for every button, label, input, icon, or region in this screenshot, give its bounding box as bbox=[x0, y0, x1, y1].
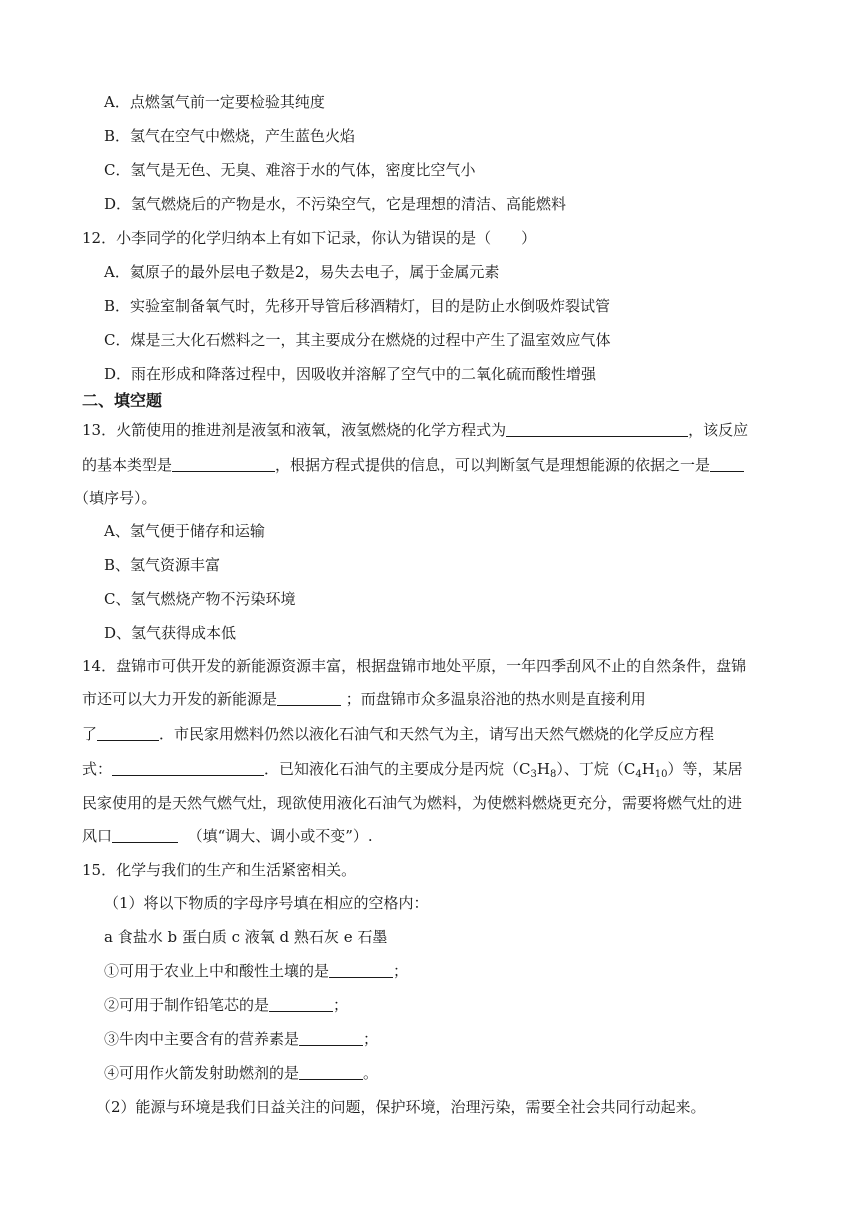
q14-blank-energy[interactable] bbox=[277, 689, 341, 706]
q14-line-2 bbox=[82, 689, 646, 709]
q11-option-d: D．氢气燃烧后的产物是水，不污染空气，它是理想的清洁、高能燃料 bbox=[104, 195, 567, 213]
q12-option-c: C．煤是三大化石燃料之一，其主要成分在燃烧的过程中产生了温室效应气体 bbox=[104, 331, 611, 349]
q13-text: 13．火箭使用的推进剂是液氢和液氧，液氢燃烧的化学方程式为 bbox=[82, 421, 507, 439]
q13-line-2 bbox=[82, 455, 744, 475]
q13-option-b: B、氢气资源丰富 bbox=[104, 556, 221, 574]
q13-text: ，根据方程式提供的信息，可以判断氢气是理想能源的依据之一是 bbox=[275, 456, 711, 474]
q14-text: 市还可以大力开发的新能源是 bbox=[82, 690, 278, 708]
q15-part-1: （1）将以下物质的字母序号填在相应的空格内： bbox=[104, 894, 429, 912]
q15-text: ； bbox=[393, 962, 409, 980]
subscript: 10 bbox=[654, 769, 668, 780]
q13-line-3: （填序号）。 bbox=[74, 489, 157, 507]
q14-blank-heat[interactable] bbox=[97, 724, 159, 741]
q14-text: （填“调大、调小或不变”）. bbox=[187, 827, 373, 845]
q14-line-6 bbox=[82, 826, 373, 846]
q15-text: ①可用于农业上中和酸性土壤的是 bbox=[104, 962, 330, 980]
q13-blank-equation[interactable] bbox=[506, 420, 688, 437]
subscript: 3 bbox=[530, 769, 537, 780]
q15-text: ④可用作火箭发射助燃剂的是 bbox=[104, 1064, 300, 1082]
q13-blank-type[interactable] bbox=[172, 455, 275, 472]
q15-text: ②可用于制作铅笔芯的是 bbox=[104, 996, 270, 1014]
q15-items: a 食盐水 b 蛋白质 c 液氧 d 熟石灰 e 石墨 bbox=[104, 928, 388, 946]
q13-line-1 bbox=[82, 420, 748, 440]
q15-sub-4 bbox=[104, 1063, 378, 1083]
q13-option-a: A、氢气便于储存和运输 bbox=[104, 522, 265, 540]
q11-option-a: A．点燃氢气前一定要检验其纯度 bbox=[104, 93, 325, 111]
q15-blank-2[interactable] bbox=[269, 995, 333, 1012]
q12-stem: 12．小李同学的化学归纳本上有如下记录，你认为错误的是（ ） bbox=[82, 229, 537, 247]
q15-part-2: （2）能源与环境是我们日益关注的问题，保护环境，治理污染，需要全社会共同行动起来。 bbox=[96, 1098, 706, 1116]
q15-sub-2 bbox=[104, 995, 348, 1015]
q15-blank-4[interactable] bbox=[299, 1063, 363, 1080]
q12-option-d: D．雨在形成和降落过程中，因吸收并溶解了空气中的二氧化硫而酸性增强 bbox=[104, 365, 597, 383]
q14-line-5: 民家使用的是天然气燃气灶，现欲使用液化石油气为燃料，为使燃料燃烧更充分，需要将燃气灶的进 bbox=[82, 794, 743, 812]
q15-sub-1 bbox=[104, 961, 408, 981]
q15-stem: 15．化学与我们的生产和生活紧密相关。 bbox=[82, 861, 357, 879]
q14-text: ）等，某居 bbox=[667, 760, 743, 778]
q14-text: ．已知液化石油气的主要成分是丙烷（C bbox=[264, 760, 531, 778]
q13-option-d: D、氢气获得成本低 bbox=[104, 624, 237, 642]
subscript: 8 bbox=[549, 769, 557, 780]
q13-blank-basis[interactable] bbox=[710, 455, 744, 472]
q14-blank-inlet[interactable] bbox=[112, 826, 178, 843]
q14-text: 风口 bbox=[82, 827, 113, 845]
q12-option-b: B．实验室制备氧气时，先移开导管后移酒精灯，目的是防止水倒吸炸裂试管 bbox=[104, 297, 611, 315]
q12-option-a: A．氦原子的最外层电子数是2，易失去电子，属于金属元素 bbox=[104, 263, 500, 281]
q13-option-c: C、氢气燃烧产物不污染环境 bbox=[104, 590, 296, 608]
q15-sub-3 bbox=[104, 1029, 378, 1049]
q13-text: ，该反应 bbox=[688, 421, 749, 439]
q11-option-b: B．氢气在空气中燃烧，产生蓝色火焰 bbox=[104, 127, 356, 145]
q14-text: 了 bbox=[82, 725, 98, 743]
q14-text: H bbox=[536, 760, 550, 778]
q11-option-c: C．氢气是无色、无臭、难溶于水的气体，密度比空气小 bbox=[104, 161, 476, 179]
q14-line-1: 14．盘锦市可供开发的新能源资源丰富，根据盘锦市地处平原，一年四季刮风不止的自然条件，盘锦 bbox=[82, 657, 747, 675]
q15-blank-1[interactable] bbox=[329, 961, 393, 978]
q15-blank-3[interactable] bbox=[299, 1029, 363, 1046]
q14-text: H bbox=[641, 760, 655, 778]
q14-line-4 bbox=[82, 759, 743, 785]
q15-text: ； bbox=[363, 1030, 379, 1048]
q14-line-3 bbox=[82, 724, 714, 744]
q14-text: ．市民家用燃料仍然以液化石油气和天然气为主，请写出天然气燃烧的化学反应方程 bbox=[159, 725, 715, 743]
q15-text: ③牛肉中主要含有的营养素是 bbox=[104, 1030, 300, 1048]
q15-text: 。 bbox=[363, 1064, 379, 1082]
q15-text: ； bbox=[333, 996, 349, 1014]
q14-text: ；而盘锦市众多温泉浴池的热水则是直接利用 bbox=[345, 690, 646, 708]
q14-text: 式： bbox=[82, 760, 113, 778]
q14-blank-equation[interactable] bbox=[112, 759, 264, 776]
subscript: 4 bbox=[635, 769, 642, 780]
section-heading: 二、填空题 bbox=[82, 391, 163, 410]
q13-text: 的基本类型是 bbox=[82, 456, 173, 474]
q14-text: ）、丁烷（C bbox=[556, 760, 636, 778]
